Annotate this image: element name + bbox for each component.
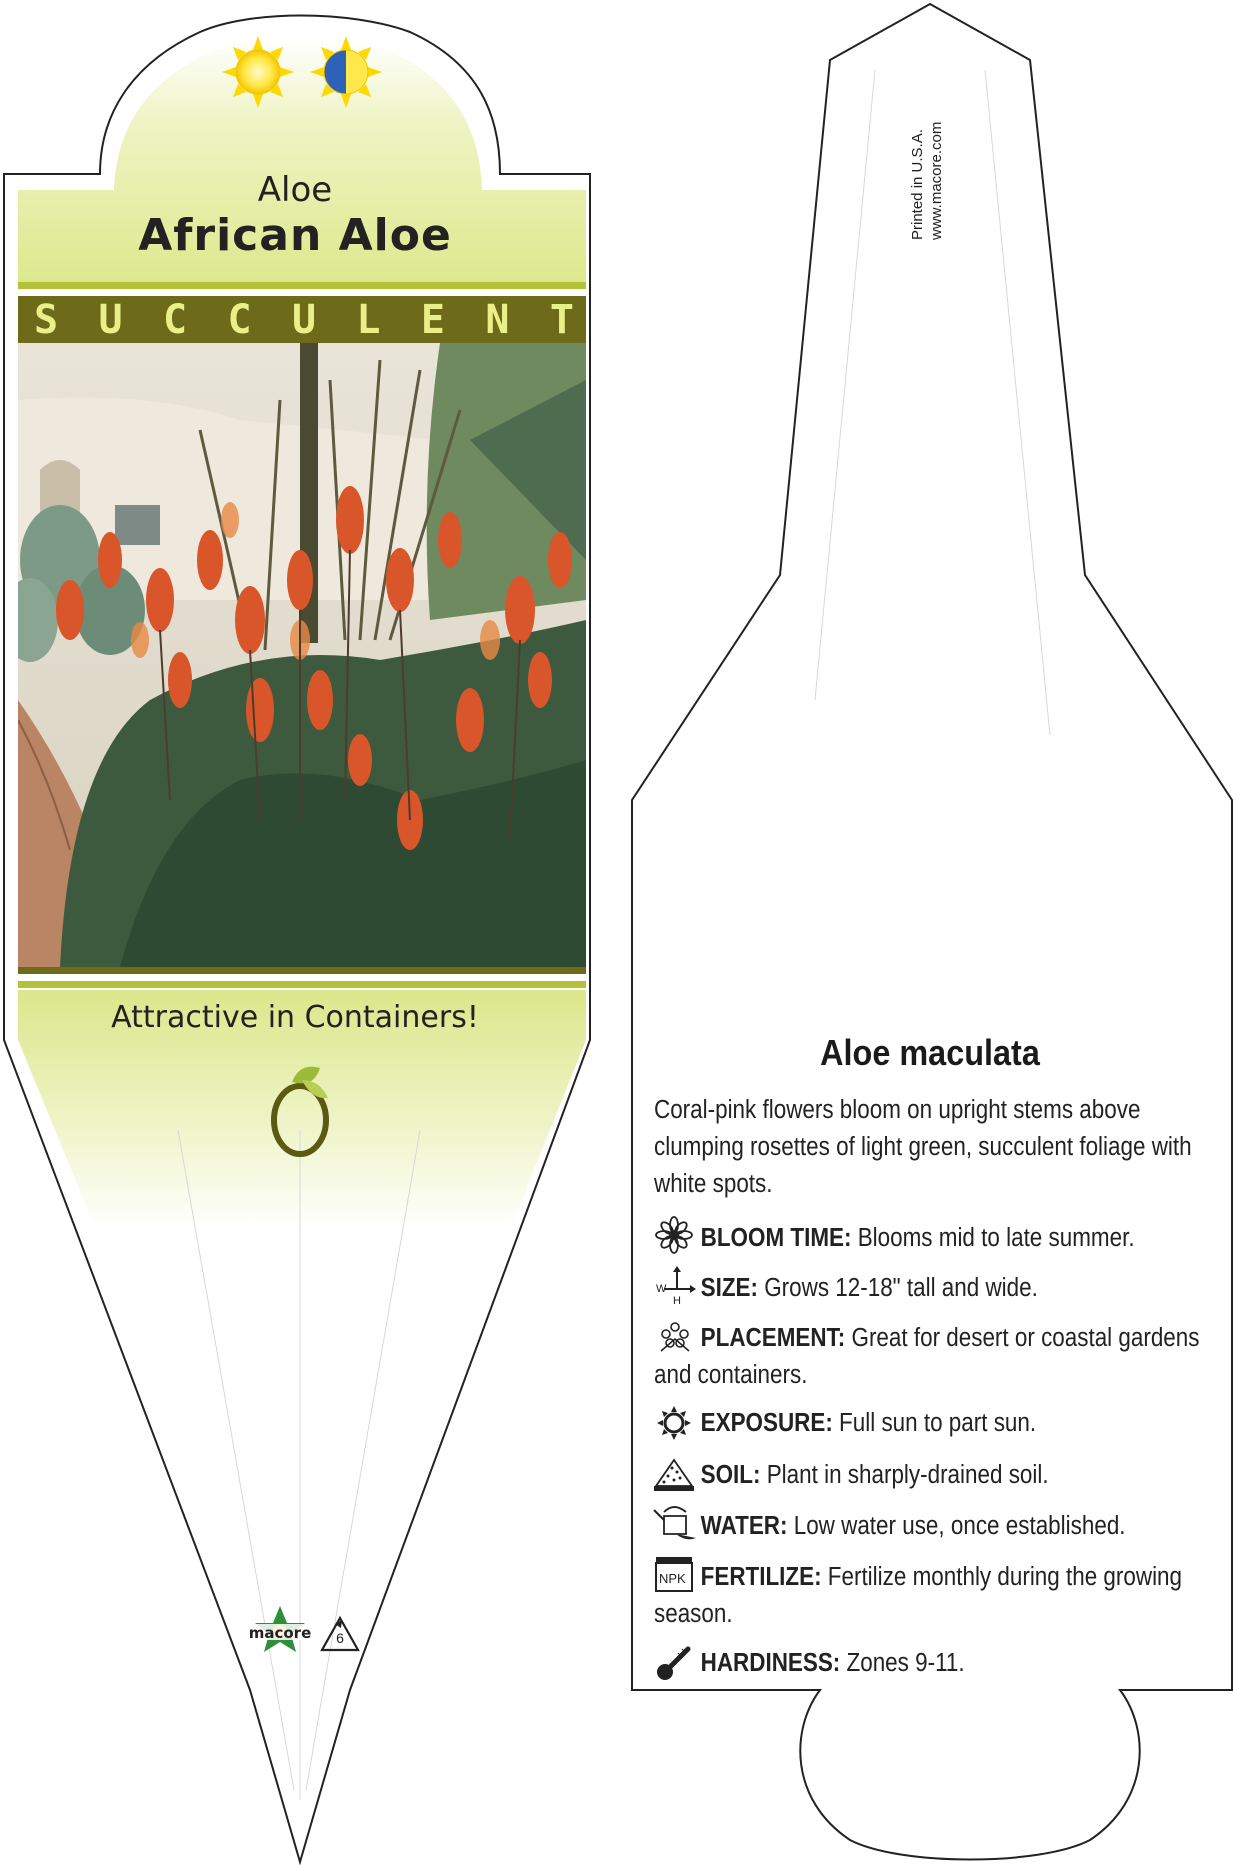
feature-text: Fertilize monthly during the growing season. [654, 1563, 1183, 1628]
feature-label: PLACEMENT: [700, 1324, 846, 1352]
feature-text: Blooms mid to late summer. [851, 1224, 1135, 1252]
feature-hardiness [654, 1645, 1210, 1682]
category-letter: N [485, 297, 510, 343]
feature-fertilize [654, 1559, 1210, 1633]
feature-text: Grows 12-18" tall and wide. [757, 1274, 1038, 1302]
feature-label: SOIL: [700, 1461, 761, 1489]
feature-water [654, 1508, 1210, 1545]
tagline: Attractive in Containers! [111, 1000, 479, 1035]
feature-label: HARDINESS: [700, 1649, 841, 1677]
feature-label: EXPOSURE: [700, 1409, 833, 1437]
brand-name: macore [248, 1624, 312, 1642]
category-letter: U [98, 297, 123, 343]
category-letter: E [420, 297, 445, 343]
category-label [18, 296, 590, 344]
feature-text: Great for desert or coastal gardens and containers. [654, 1324, 1200, 1389]
feature-text: Low water use, once established. [787, 1512, 1126, 1540]
feature-exposure [654, 1405, 1210, 1442]
category-letter: C [227, 297, 252, 343]
feature-placement [654, 1320, 1210, 1394]
feature-text: Zones 9-11. [840, 1649, 965, 1677]
feature-soil [654, 1457, 1210, 1494]
printed-in-text: Printed in U.S.A. [909, 129, 926, 240]
plant-description: Coral-pink flowers bloom on upright stems above clumping rosettes of light green, succulent foliage with white spots. [654, 1096, 1192, 1198]
feature-size [654, 1270, 1210, 1307]
category-letter: L [356, 297, 381, 343]
category-letter: S [34, 297, 59, 343]
svg-text:W: W [656, 1283, 667, 1295]
feature-label: WATER: [700, 1512, 788, 1540]
category-letter: T [549, 297, 574, 343]
feature-label: SIZE: [700, 1274, 758, 1302]
category-letter: C [162, 297, 188, 343]
feature-label: FERTILIZE: [700, 1563, 822, 1591]
svg-text:NPK: NPK [659, 1571, 686, 1586]
website-text: www.macore.com [928, 121, 945, 240]
feature-label: BLOOM TIME: [700, 1224, 852, 1252]
genus-name: Aloe [257, 170, 333, 210]
printed-in-notice [908, 100, 948, 240]
feature-text: Plant in sharply-drained soil. [760, 1461, 1049, 1489]
aloe-garden-photo [2, 343, 586, 967]
svg-text:H: H [673, 1295, 681, 1307]
common-name: African Aloe [138, 210, 452, 261]
feature-bloom-time [654, 1220, 1210, 1257]
category-letter: U [291, 297, 317, 343]
feature-text: Full sun to part sun. [832, 1409, 1037, 1437]
recycle-code: 6 [336, 1630, 344, 1646]
botanical-name: Aloe maculata [820, 1032, 1040, 1073]
